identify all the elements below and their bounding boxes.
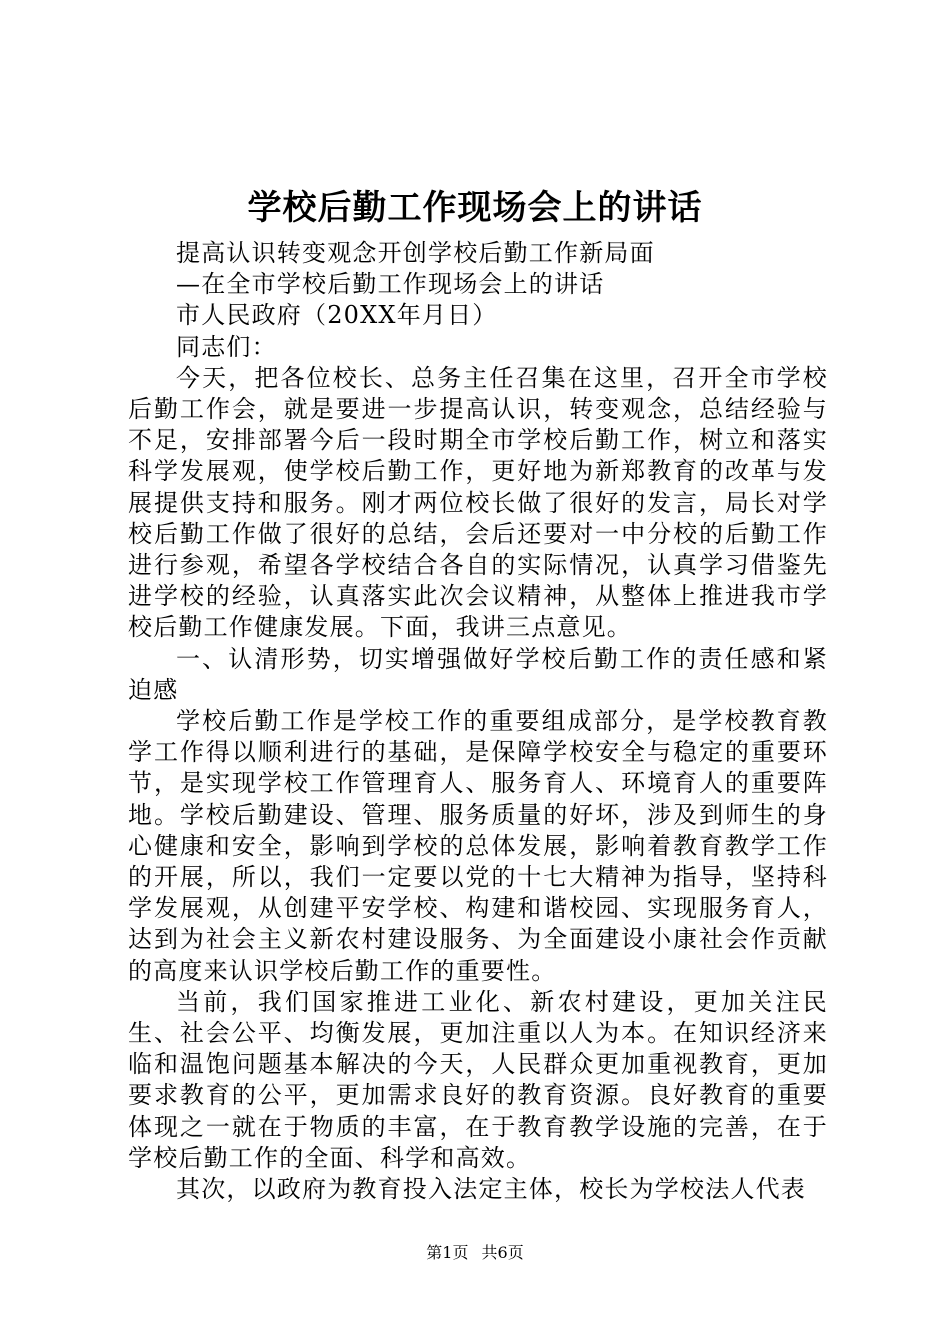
paragraph: 当前，我们国家推进工业化、新农村建设，更加关注民生、社会公平、均衡发展，更加注重以人为本。在知识经济来临和温饱问题基本解决的今天，人民群众更加重视教育，更加要求教育的公平，更加需求良好的教育资源。良好教育的重要体现之一就在于物质的丰富，在于教育教学设施的完善，在于学校后勤工作的全面、科学和高效。 — [128, 987, 828, 1172]
document-title: 学校后勤工作现场会上的讲话 — [247, 188, 703, 228]
page-number: 第1页 — [426, 1243, 469, 1262]
subtitle-line: 提高认识转变观念开创学校后勤工作新局面 — [176, 239, 655, 267]
paragraph: 学校后勤工作是学校工作的重要组成部分，是学校教育教学工作得以顺利进行的基础，是保障学校安全与稳定的重要环节，是实现学校工作管理育人、服务育人、环境育人的重要阵地。学校后勤建设、管理、服务质量的好坏，涉及到师生的身心健康和安全，影响到学校的总体发展，影响着教育教学工作的开展，所以，我们一定要以党的十七大精神为指导，坚持科学发展观，从创建平安学校、构建和谐校园、实现服务育人，达到为社会主义新农村建设服务、为全面建设小康社会作贡献的高度来认识学校后勤工作的重要性。 — [128, 707, 828, 985]
page-total: 共6页 — [481, 1243, 524, 1262]
issuer-line: 市人民政府（20XX年月日） — [176, 301, 498, 330]
section-heading: 一、认清形势，切实增强做好学校后勤工作的责任感和紧迫感 — [128, 644, 828, 704]
document-body — [128, 238, 828, 1205]
paragraph: 其次，以政府为教育投入法定主体，校长为学校法人代表 — [176, 1175, 806, 1204]
paragraph: 今天，把各位校长、总务主任召集在这里，召开全市学校后勤工作会，就是要进一步提高认识，转变观念，总结经验与不足，安排部署今后一段时期全市学校后勤工作，树立和落实科学发展观，使学校后勤工作，更好地为新郑教育的改革与发展提供支持和服务。刚才两位校长做了很好的发言，局长对学校后勤工作做了很好的总结，会后还要对一中分校的后勤工作进行参观，希望各学校结合各自的实际情况，认真学习借鉴先进学校的经验，认真落实此次会议精神，从整体上推进我市学校后勤工作健康发展。下面，我讲三点意见。 — [128, 363, 828, 642]
salutation: 同志们： — [176, 332, 277, 361]
subtitle-line: —在全市学校后勤工作现场会上的讲话 — [176, 270, 605, 299]
page-footer — [0, 1243, 950, 1263]
